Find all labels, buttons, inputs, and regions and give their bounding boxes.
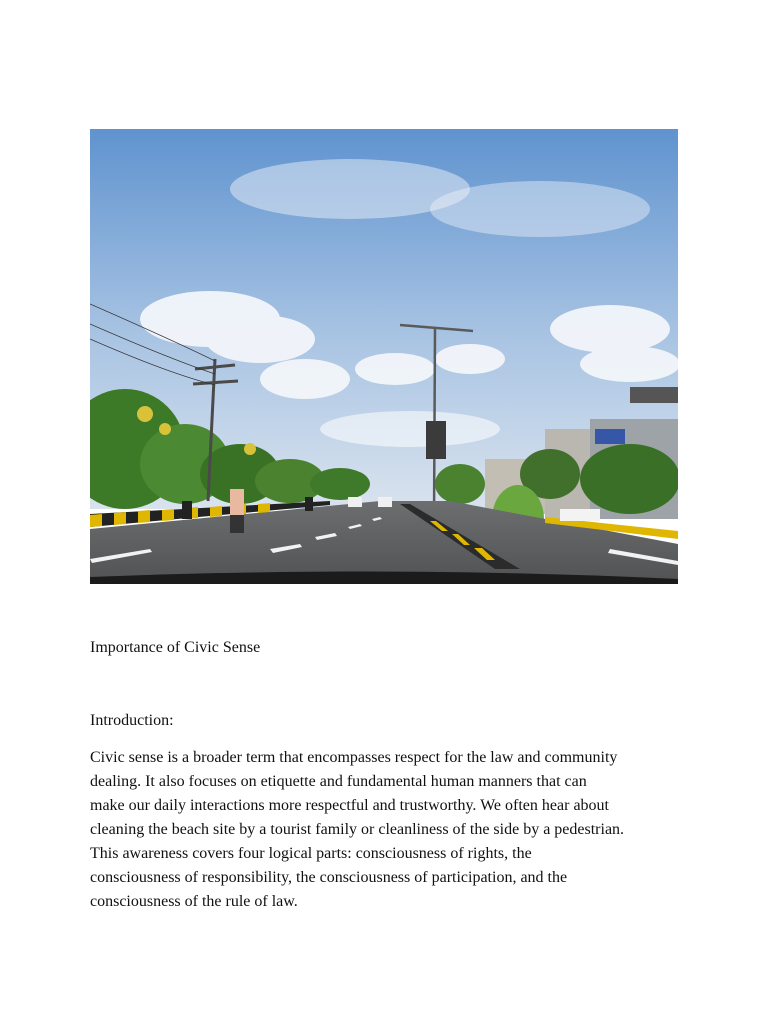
introduction-paragraph <box>90 746 690 914</box>
paragraph-line: dealing. It also focuses on etiquette and fundamental human manners that can <box>90 773 587 790</box>
lamp-banner <box>426 421 446 459</box>
section-heading-introduction: Introduction: <box>90 712 174 729</box>
paragraph-line: consciousness of the rule of law. <box>90 893 298 910</box>
road-scene-illustration <box>90 129 678 584</box>
paragraph-line: This awareness covers four logical parts: consciousness of rights, the <box>90 845 532 862</box>
paragraph-line: Civic sense is a broader term that encompasses respect for the law and community <box>90 749 618 766</box>
paragraph-line: make our daily interactions more respectful and trustworthy. We often hear about <box>90 797 609 814</box>
road-photo <box>90 129 678 584</box>
paragraph-line: cleaning the beach site by a tourist family or cleanliness of the side by a pedestrian. <box>90 821 625 838</box>
document-title: Importance of Civic Sense <box>90 639 261 656</box>
paragraph-line: consciousness of responsibility, the consciousness of participation, and the <box>90 869 568 886</box>
